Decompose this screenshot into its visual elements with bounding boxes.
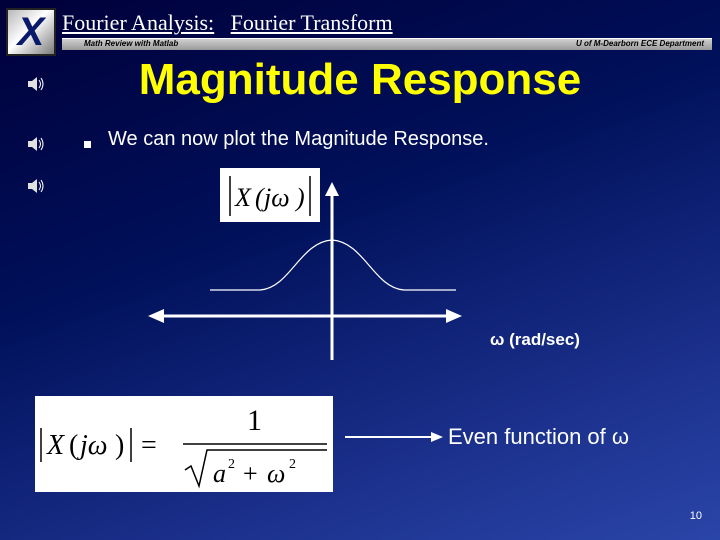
svg-text:): ) [296,183,305,212]
logo-letter: X [17,10,45,54]
svg-text:ω: ω [267,459,286,488]
svg-text:2: 2 [228,457,235,472]
svg-text:(: ( [255,183,264,212]
svg-text:): ) [115,430,125,461]
speaker-icon[interactable] [26,134,46,154]
svg-text:jω: jω [264,183,290,212]
bullet-marker [84,141,91,148]
speaker-icon[interactable] [26,176,46,196]
svg-text:(: ( [69,430,79,461]
svg-text:X: X [47,430,65,461]
svg-text:1: 1 [247,404,262,437]
even-function-text: Even function of ω [448,424,630,449]
speaker-icon[interactable] [26,74,46,94]
formula-box [35,396,333,492]
header-title [62,10,393,36]
header-subtitle-right: U of M-Dearborn ECE Department [575,39,704,48]
svg-text:a: a [213,459,226,488]
svg-text:+: + [243,459,258,488]
svg-text:X: X [235,183,251,212]
svg-text:2: 2 [289,457,296,472]
logo [6,8,56,56]
bullet-text: We can now plot the Magnitude Response. [108,128,489,150]
header-subtitle-left: Math Review with Matlab [84,39,179,48]
magnitude-formula [35,396,333,492]
svg-text:=: = [141,430,157,461]
page-number: 10 [689,510,702,522]
y-axis-arrow [325,182,339,196]
slide-title: Magnitude Response [138,55,582,104]
magnitude-label-box [220,168,320,222]
header-title-part2: Fourier Transform [230,10,393,35]
x-axis-arrow-right [446,309,462,323]
axis-label: ω (rad/sec) [490,330,580,349]
magnitude-label-expr [222,170,318,220]
svg-text:jω: jω [80,430,108,461]
header-bar [62,38,712,50]
header-title-part1: Fourier Analysis: [62,10,215,35]
x-axis-arrow-left [148,309,164,323]
arrow-right-icon [345,430,445,444]
